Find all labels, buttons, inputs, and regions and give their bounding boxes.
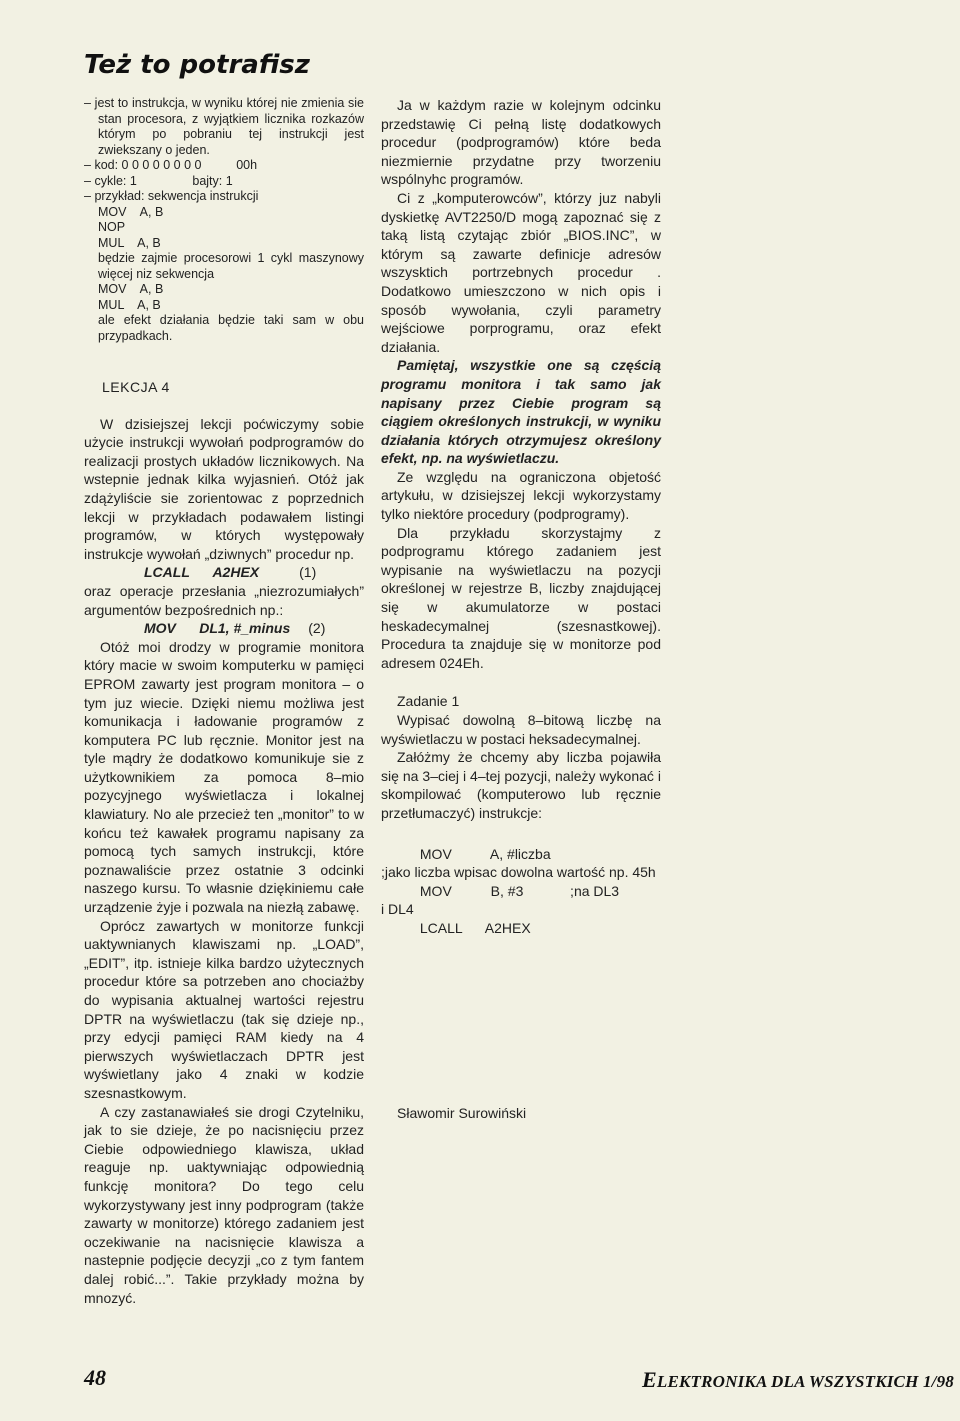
paragraph: ale efekt działania będzie taki sam w obu przypadkach. xyxy=(98,313,364,343)
paragraph: Dla przykładu skorzystajmy z podprogramu którego zadaniem jest wypisanie na wyświetlaczu na pozycji określonej w rejestrze B, liczby znajdującej się w akumulatorze w postaci heskadecymalnej (szesnastkowej). Procedura ta znajduje się w monitorze pod adresem 024Eh. xyxy=(381,524,661,671)
paragraph: Ze względu na ograniczona objetość artykułu, w dzisiejszej lekcji wykorzystamy tylko niektóre procedury (podprogramy). xyxy=(381,468,661,523)
right-column xyxy=(381,96,661,1122)
text: cykle: 1 bajty: 1 xyxy=(94,173,233,188)
list-item: – cykle: 1 bajty: 1 xyxy=(84,173,233,188)
code-line: MOV A, #liczba xyxy=(381,845,551,862)
paragraph: oraz operacje przesłania „niezrozumiałych” argumentów bezpośrednich np.: xyxy=(84,582,364,618)
code-line: MOV B, #3 ;na DL3 xyxy=(381,882,620,899)
paragraph: A czy zastanawiałeś sie drogi Czytelniku, jak to sie dzieje, że po nacisnięciu przez Ciebie odpowiedniego klawisza, układ reaguje np. uaktywniając odpowiednią funkcję monitora? Do tego celu wykorzystywany jest inny podprogram (także zawarty w monitorze) którego zadaniem jest oczekiwanie na nacisnięcie klawisza a nastepnie podjęcie decyzji „co z tym fantem dalej robić...”. Takie przykłady można by mnozyć. xyxy=(84,1103,364,1306)
left-column xyxy=(84,96,364,1307)
instruction: MOV DL1, #_minus xyxy=(144,620,291,637)
section-heading: LEKCJA 4 xyxy=(102,379,170,395)
paragraph: Oprócz zawartych w monitorze funkcji uaktywnianych klawiszami np. „LOAD”, „EDIT”, itp. istnieje kilka bardzo użytecznych procedur które sa potrzeben ano chociażby do wypisania aktualnej wartości rejestru DPTR na wyświetlaczu (tak się dzieje np., przy edycji pamięci RAM kiedy na 4 pierwszych wyświetlaczach DPTR jest wyświetlany jako 4 znaki w kodzie szesnastkowym. xyxy=(84,917,364,1101)
instruction-example-2 xyxy=(84,619,364,638)
paragraph: W dzisiejszej lekcji poćwiczymy sobie użycie instrukcji wywołań podprogramów do realizacji prostych układów licznikowych. Na wstepnie jednak kilka wyjasnień. Otóż jak zdążyliście sie zorientowac z poprzednich lekcji w przykładach podawałem listingi programów, w których występowały instrukcje wywołań „dziwnych” procedur np. xyxy=(84,415,364,562)
highlighted-paragraph: Pamiętaj, wszystkie one są częścią programu monitora i tak samo jak napisany przez Ciebie program są ciągiem określonych instrukcji, w wyniku działania których otrzymujesz określony efekt, np. na wyświetlaczu. xyxy=(381,357,661,467)
code-line: MOV A, B xyxy=(98,282,164,296)
text: kod: 0 0 0 0 0 0 0 0 00h xyxy=(94,158,258,172)
page-title: Też to potrafisz xyxy=(84,50,310,80)
code-line: i DL4 xyxy=(381,901,414,918)
author-signature: Sławomir Surowiński xyxy=(397,1104,527,1121)
code-comment: ;jako liczba wpisac dowolna wartość np. 45h xyxy=(381,864,656,881)
text: przykład: sekwencja instrukcji xyxy=(94,189,259,203)
instruction: LCALL A2HEX xyxy=(144,564,260,581)
magazine-title-rest: LEKTRONIKA DLA WSZYSTKICH 1/98 xyxy=(656,1372,954,1391)
code-line: MUL A, B xyxy=(98,235,161,250)
magazine-initial: E xyxy=(642,1367,657,1392)
instruction-example-1 xyxy=(84,563,364,582)
page-number: 48 xyxy=(84,1365,106,1390)
list-item: – kod: 0 0 0 0 0 0 0 0 00h xyxy=(84,158,258,172)
paragraph: Ja w każdym razie w kolejnym odcinku przedstawię Ci pełną listę dodatkowych procedur (podprogramów) które beda niezmiernie przydatne przy tworzeniu wspólnyhc programów. xyxy=(381,97,661,188)
equation-number: (2) xyxy=(308,620,326,637)
task-title: Zadanie 1 xyxy=(397,693,460,710)
paragraph: Otóż moi drodzy w programie monitora który macie w swoim komputerku w pamięci EPROM zawarty jest program monitora – o tym juz wiecie. Dzięki niemu możliwa jest komunikacja i ładowanie programów z komputera PC lub ręcznie. Monitor jest na tyle mądry że dodatkowo komunikuje sie z użytkownikiem za pomoca 8–mio pozycyjnego wyświetlacza i lokalnej klawiatury. No ale przecież ten „monitor” to w końcu też kawałek programu napisany za pomocą tych samych instrukcji, które poznawaliście przez ostatnie 3 odcinki naszego kursu. To własnie dziękiniemu całe urządzenie żyje i pozwala na niezłą zabawę. xyxy=(84,638,364,916)
list-item: – jest to instrukcja, w wyniku której nie zmienia sie stan procesora, z wyjątkiem licznika rozkazów którym po pobraniu tej instrukcji jest zwiekszany o jeden. xyxy=(84,96,364,157)
paragraph: Załóżmy że chcemy aby liczba pojawiła się na 3–ciej i 4–tej pozycji, należy wykonać i skompilować (komputerowo lub ręcznie przetłumaczyć) instrukcje: xyxy=(381,749,661,821)
text: jest to instrukcja, w wyniku której nie zmienia sie stan procesora, z wyjątkiem licznika rozkazów którym po pobraniu tej instrukcji jest zwiekszany o jeden. xyxy=(94,96,364,157)
paragraph: Ci z „komputerowców”, którzy juz nabyli dyskietkę AVT2250/D mogą zapoznać się z taką listą czytając zbiór „BIOS.INC”, w którym są zawarte definicje adresów wszysktich portrzebnych procedur . Dodatkowo umieszczono w nich opis i sposób wywołania, czyli parametry wejściowe porprogramu, oraz efekt działania. xyxy=(381,189,661,355)
magazine-name xyxy=(642,1367,954,1393)
code-line: MOV A, B xyxy=(98,204,164,219)
code-line: NOP xyxy=(98,220,126,234)
task-text: Wypisać dowolną 8–bitową liczbę na wyświetlaczu w postaci heksadecymalnej. xyxy=(381,712,661,747)
paragraph: będzie zajmie procesorowi 1 cykl maszynowy więcej niz sekwencja xyxy=(98,251,364,281)
code-line: LCALL A2HEX xyxy=(381,919,531,936)
list-item: – przykład: sekwencja instrukcji xyxy=(84,189,259,203)
code-block xyxy=(381,845,661,938)
equation-number: (1) xyxy=(299,564,317,581)
code-line: MUL A, B xyxy=(98,297,161,312)
